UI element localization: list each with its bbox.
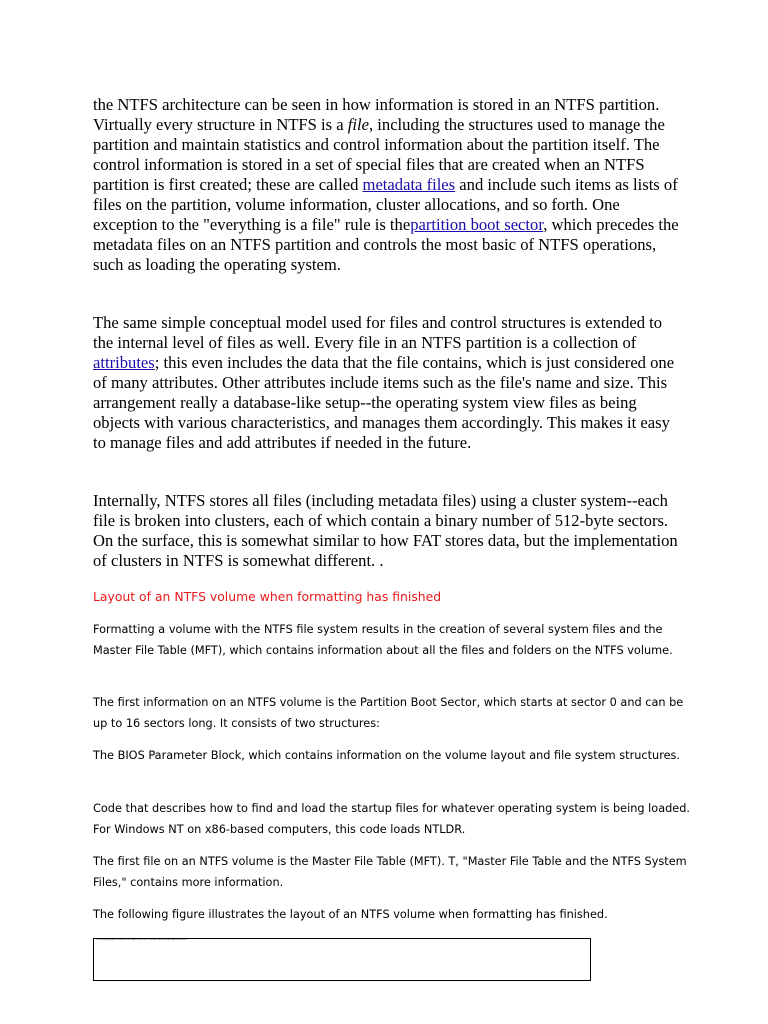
link-metadata-files[interactable]: metadata files	[362, 175, 456, 194]
paragraph-bios-parameter-block: The BIOS Parameter Block, which contains information on the volume layout and file system structures.	[93, 749, 681, 762]
paragraph-partition-boot-sector: The first information on an NTFS volume is the Partition Boot Sector, which starts at sector 0 and can be up to 16 sectors long. It consists of two structures:	[93, 696, 684, 730]
paragraph-conceptual-model: The same simple conceptual model used for files and control structures is extended to the internal level of files as well. Every file in an NTFS partition is a collection of attributes; this even includes the data that the file contains, which is just considered one of many attributes. Other attributes include items such as the file's name and size. This arrangement really a database-like setup--the operating system view files as being objects with various characteristics, and manages them accordingly. This makes it easy to manage files and add attributes if needed in the future.	[93, 313, 675, 452]
emphasis-file: file	[347, 115, 369, 134]
paragraph-mft: The first file on an NTFS volume is the Master File Table (MFT). T, "Master File Table and the NTFS System Files," contains more information.	[93, 855, 687, 889]
paragraph-formatting: Formatting a volume with the NTFS file system results in the creation of several system files and the Master File Table (MFT), which contains information about all the files and folders on the NTFS volume.	[93, 623, 673, 657]
paragraph-architecture: the NTFS architecture can be seen in how information is stored in an NTFS partition. Virtually every structure in NTFS is a file, including the structures used to manage the partition and maintain statistics and control information about the partition itself. The control information is stored in a set of special files that are created when an NTFS partition is first created; these are called metadata files and include such items as lists of files on the partition, volume information, cluster allocations, and so forth. One exception to the "everything is a file" rule is thepartition boot sector, which precedes the metadata files on an NTFS partition and controls the most basic of NTFS operations, such as loading the operating system.	[93, 95, 679, 274]
paragraph-cluster-system: Internally, NTFS stores all files (including metadata files) using a cluster system--each file is broken into clusters, each of which contain a binary number of 512-byte sectors. On the surface, this is somewhat similar to how FAT stores data, but the implementation of clusters in NTFS is somewhat different. .	[93, 491, 678, 570]
paragraph-startup-code: Code that describes how to find and load the startup files for whatever operating system is being loaded. For Windows NT on x86-based computers, this code loads NTLDR.	[93, 802, 691, 836]
paragraph-figure-intro: The following figure illustrates the layout of an NTFS volume when formatting has finished.	[93, 908, 608, 921]
figure-placeholder	[93, 938, 591, 981]
link-attributes[interactable]: attributes	[93, 353, 155, 372]
link-partition-boot-sector[interactable]: partition boot sector	[410, 215, 544, 234]
figure-caption-tiny: The following figure illustrates the layout of an NTFS volume when formatting has finished	[96, 939, 187, 941]
section-heading: Layout of an NTFS volume when formatting has finished	[93, 589, 442, 604]
